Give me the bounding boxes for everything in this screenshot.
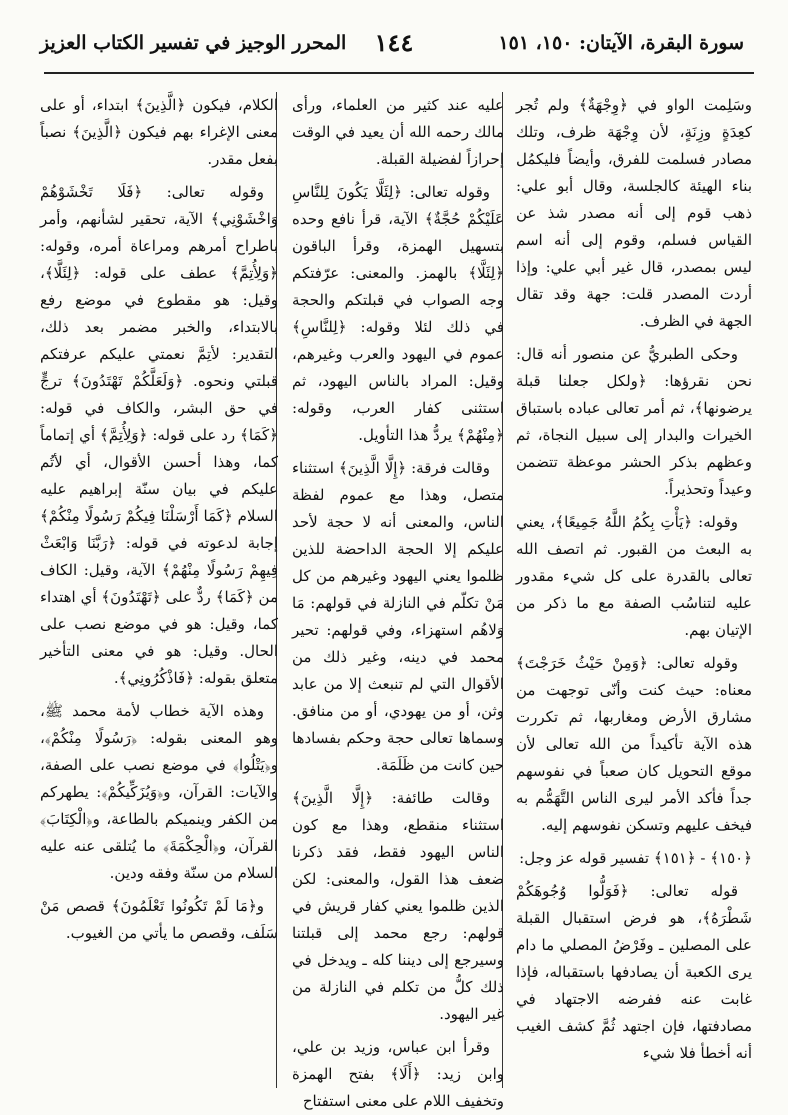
paragraph: وقالت فرقة: ﴿إِلَّا الَّذِينَ﴾ استثناء متصل، وهذا مع عموم لفظة الناس، والمعنى أنه لا حجة لأحد عليكم إلا الحجة الداحضة للذين ظلموا يعني اليهود وغيرهم من كل مَنْ تكلّم في النازلة في قولهم: مَا وَلاهُم استهزاء، وفي قولهم: تحير محمد في دينه، وغير ذلك من الأقوال التي لم تنبعث إلا من عابد وثن، أو من يهودي، أو من منافق. وسماها تعالى حجة وحكم بفسادها حين كانت من ظَلَمَة. xyxy=(292,459,504,774)
paragraph: وحكى الطبريُّ عن منصور أنه قال: نحن نقرؤها: ﴿ولكل جعلنا قبلة يرضونها﴾، ثم أمر تعالى عباده باستباق الخيرات والبدار إلى سبيل النجاة، ثم وعظهم بذكر الحشر موعظة تتضمن وعيداً وتحذيراً. xyxy=(516,345,752,498)
paragraph: وقوله تعالى: ﴿فَلَا تَخْشَوْهُمْ وَاخْشَوْنِي﴾ الآية، تحقير لشأنهم، وأمر باطراح أمرهم ومراعاة أمره، وقوله: ﴿وَلِأُتِمَّ﴾ عطف على قوله: ﴿لِئَلَّا﴾، وقيل: هو مقطوع في موضع رفع بالابتداء، والخبر مضمر بعد ذلك، التقدير: لأتِمَّ نعمتي عليكم عرفتكم قبلتي ونحوه. ﴿وَلَعَلَّكُمْ تَهْتَدُونَ﴾ ترجٍّ في حق البشر، والكاف في قوله: ﴿كَمَا﴾ رد على قوله: ﴿وَلِأُتِمَّ﴾ أي إتماماً كما، وهذا أحسن الأقوال، أي لأتُم عليكم في بيان سنّة إبراهيم عليه السلام ﴿كَمَا أَرْسَلْنَا فِيكُمْ رَسُولًا مِنْكُمْ﴾ إجابة لدعوته في قوله: ﴿رَبَّنَا وَابْعَثْ فِيهِمْ رَسُولًا مِنْهُمْ﴾ الآية، وقيل: الكاف من ﴿كَمَا﴾ ردٌّ على ﴿تَهْتَدُونَ﴾ أي اهتداء كما، وقيل: هو في موضع نصب على الحال. وقيل: هو في معنى التأخير متعلق بقوله: ﴿فَاذْكُرُونِي﴾. xyxy=(40,183,278,687)
paragraph: وسَلِمت الواو في ﴿وِجْهَةٌ﴾ ولم تُجر كعِدَةٍ وزِنَةٍ، لأن وِجْهَة ظرف، وتلك مصادر فسلمت للفرق، وأيضاً فليكمُل بناء الهيئة كالجلسة، وقال أبو علي: ذهب قوم إلى أنه مصدر شذ عن القياس فسلم، وقوم إلى أنه اسم ليس بمصدر، قال غير أبي علي: وإذا أردت المصدر قلت: جهة وقد تقال الجهة في الظرف. xyxy=(516,96,752,330)
paragraph: وقوله تعالى: ﴿وَمِنْ حَيْثُ خَرَجْتَ﴾ معناه: حيث كنت وأنّى توجهت من مشارق الأرض ومغاربها، ثم تكررت هذه الآية تأكيداً من الله تعالى لأن موقع التحويل كان صعباً في نفوسهم جداً فأكد الأمر ليرى الناس التَّهَمُّم به فيخف عليهم وتسكن نفوسهم إليه. xyxy=(516,654,752,834)
paragraph: و﴿مَا لَمْ تَكُونُوا تَعْلَمُونَ﴾ قصص مَنْ سَلَف، وقصص ما يأتي من الغيوب. xyxy=(40,897,278,942)
section-heading: ﴿١٥٠﴾ - ﴿١٥١﴾ تفسير قوله عز وجل: xyxy=(519,849,752,867)
sura-label: سورة البقرة، الآيتان: ١٥٠، ١٥١ xyxy=(498,32,744,54)
header-rule xyxy=(44,72,754,74)
paragraph: وقوله: ﴿يَأْتِ بِكُمُ اللَّهُ جَمِيعًا﴾، يعني به البعث من القبور. ثم اتصف الله تعالى بالقدرة على كل شيء مقدور عليه لتناسُب الصفة مع ما ذكر من الإتيان بهم. xyxy=(516,513,752,639)
paragraph: قوله تعالى: ﴿فَوَلُّوا وُجُوهَكُمْ شَطْرَهُ﴾، هو فرض استقبال القبلة على المصلين ـ وفَرْضُ المصلي ما دام يرى الكعبة أن يصادفها باستقباله، فإذا غابت عنه ففرضه الاجتهاد في مصادفتها، فإن اجتهد ثُمَّ كشف الغيب أنه أخطأ فلا شيء xyxy=(516,882,752,1062)
paragraph: عليه عند كثير من العلماء، ورأى مالك رحمه الله أن يعيد في الوقت إحرازاً لفضيلة القبلة. xyxy=(292,96,504,168)
column-right xyxy=(516,92,752,1082)
book-title: المحرر الوجيز في تفسير الكتاب العزيز xyxy=(40,32,347,54)
paragraph: وقرأ ابن عباس، وزيد بن علي، وابن زيد: ﴿أَلَا﴾ بفتح الهمزة وتخفيف اللام على معنى استفتاح xyxy=(292,1038,504,1110)
paragraph: الكلام، فيكون ﴿الَّذِينَ﴾ ابتداء، أو على معنى الإغراء بهم فيكون ﴿الَّذِينَ﴾ نصباً بفعل مقدر. xyxy=(40,96,278,168)
column-left xyxy=(40,92,278,1082)
page-header xyxy=(40,28,748,68)
column-middle xyxy=(292,92,504,1110)
paragraph: وقالت طائفة: ﴿إِلَّا الَّذِينَ﴾ استثناء منقطع، وهذا مع كون الناس اليهود فقط، فقد ذكرنا ضعف هذا القول، والمعنى: لكن الذين ظلموا يعني كفار قريش في قولهم: رجع محمد إلى قبلتنا وسيرجع إلى ديننا كله ـ ويدخل في ذلك كلُّ من تكلم في النازلة من غير اليهود. xyxy=(292,789,504,1023)
paragraph: وهذه الآية خطاب لأمة محمد ﷺ، وهو المعنى بقوله: ﴿رَسُولًا مِنْكُمْ﴾، و﴿يَتْلُوا﴾ في موضع نصب على الصفة، والآيات: القرآن، و﴿وَيُزَكِّيكُمْ﴾: يطهركم من الكفر وينميكم بالطاعة، و﴿الْكِتَابَ﴾ القرآن، و﴿الْحِكْمَةَ﴾ ما يُتلقى عنه عليه السلام من سنّة وفقه ودين. xyxy=(40,702,278,882)
paragraph: وقوله تعالى: ﴿لِئَلَّا يَكُونَ لِلنَّاسِ عَلَيْكُمْ حُجَّةٌ﴾ الآية، قرأ نافع وحده بتسهيل الهمزة، وقرأ الباقون ﴿لِئَلَّا﴾ بالهمز. والمعنى: عرّفتكم وجه الصواب في قبلتكم والحجة في ذلك لئلا وقوله: ﴿لِلنَّاسِ﴾ عموم في اليهود والعرب وغيرهم، وقيل: المراد بالناس اليهود، ثم استثنى كفار العرب، وقوله: ﴿مِنْهُمْ﴾ يردُّ هذا التأويل. xyxy=(292,183,504,444)
page-number: ١٤٤ xyxy=(374,28,414,57)
